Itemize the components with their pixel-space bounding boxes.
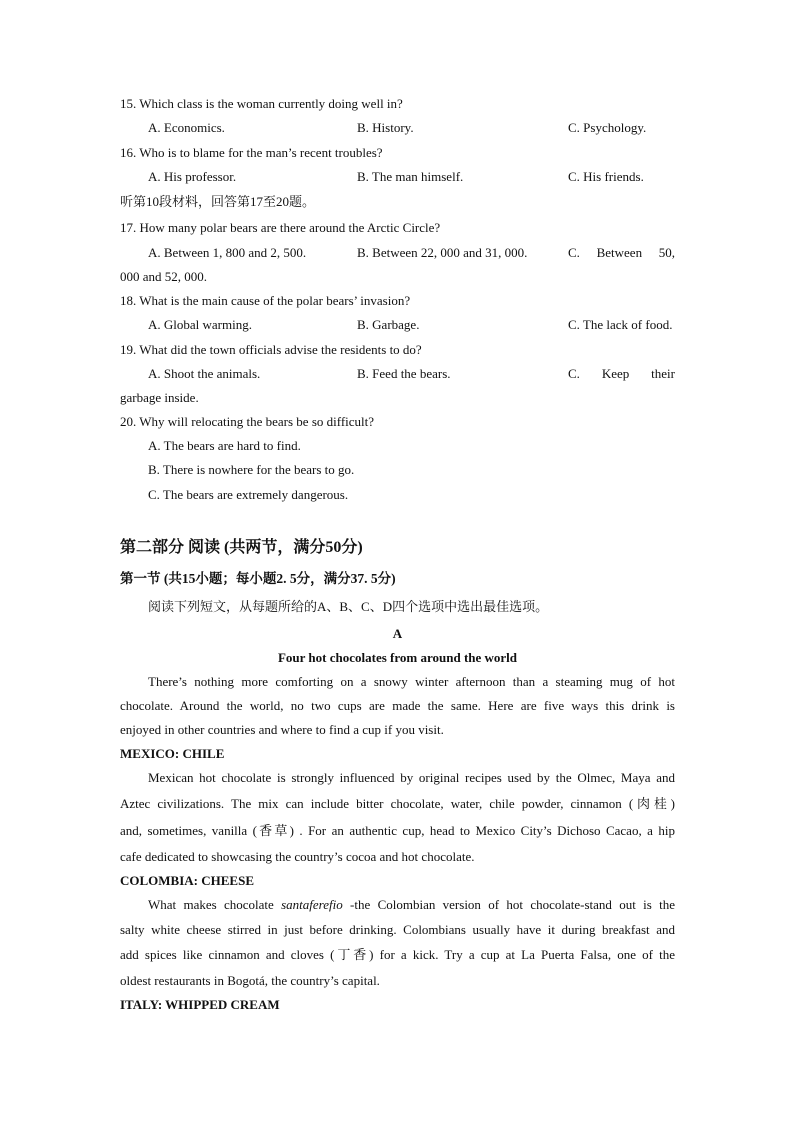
colombia-heading: COLOMBIA: CHEESE [120, 873, 254, 888]
q17-option-c-continued: 000 and 52, 000. [120, 269, 208, 284]
q20-option-a: A. The bears are hard to find. [148, 438, 301, 453]
q19-option-c: C. Keep their [568, 366, 675, 381]
colombia-line-end: -the Colombian version of hot chocolate-stand out is the [342, 897, 675, 912]
listening-instruction-10: 听第10段材料，回答第17至20题。 [120, 194, 316, 209]
mexico-line: and, sometimes, vanilla (香草) . For an authentic cup, head to Mexico City’s Dichoso Cacao, a hip [120, 823, 675, 838]
colombia-line: oldest restaurants in Bogotá, the country’s capital. [120, 973, 380, 988]
section-one-title: 第一节 (共15小题；每小题2. 5分，满分37. 5分) [120, 571, 396, 586]
colombia-line-start: What makes chocolate [148, 897, 282, 912]
passage-title: Four hot chocolates from around the world [277, 650, 518, 665]
q17-option-a: A. Between 1, 800 and 2, 500. [148, 245, 307, 260]
intro-line: There’s nothing more comforting on a snowy winter afternoon than a steaming mug of hot [148, 674, 675, 689]
colombia-line: add spices like cinnamon and cloves (丁香) for a kick. Try a cup at La Puerta Falsa, one of the [120, 947, 675, 962]
mexico-line: cafe dedicated to showcasing the country’s cocoa and hot chocolate. [120, 849, 475, 864]
q17-option-c: C. Between 50, [568, 245, 675, 260]
q20-option-b: B. There is nowhere for the bears to go. [148, 462, 355, 477]
q19-option-a: A. Shoot the animals. [148, 366, 261, 381]
q18-option-c: C. The lack of food. [568, 317, 673, 332]
mexico-line: Mexican hot chocolate is strongly influenced by original recipes used by the Olmec, Maya and [148, 770, 675, 785]
mexico-line: Aztec civilizations. The mix can include bitter chocolate, water, chile powder, cinnamon (肉桂) [120, 796, 675, 811]
reading-instruction: 阅读下列短文，从每题所给的A、B、C、D四个选项中选出最佳选项。 [148, 599, 549, 614]
question-18: 18. What is the main cause of the polar bears’ invasion? [120, 293, 411, 308]
q17-option-b: B. Between 22, 000 and 31, 000. [357, 245, 528, 260]
q19-option-c-continued: garbage inside. [120, 390, 199, 405]
question-19: 19. What did the town officials advise the residents to do? [120, 342, 422, 357]
q15-option-b: B. History. [357, 120, 414, 135]
santaferefio-term: santaferefio [281, 897, 343, 912]
q18-option-b: B. Garbage. [357, 317, 420, 332]
question-20: 20. Why will relocating the bears be so difficult? [120, 414, 375, 429]
colombia-line: salty white cheese stirred in just before drinking. Colombians usually have it during breakfast and [120, 922, 675, 937]
question-17: 17. How many polar bears are there around the Arctic Circle? [120, 220, 441, 235]
question-15: 15. Which class is the woman currently doing well in? [120, 96, 403, 111]
q16-option-a: A. His professor. [148, 169, 237, 184]
q19-option-b: B. Feed the bears. [357, 366, 451, 381]
q18-option-a: A. Global warming. [148, 317, 252, 332]
mexico-heading: MEXICO: CHILE [120, 746, 225, 761]
intro-line: chocolate. Around the world, no two cups are made the same. Here are five ways this drink is [120, 698, 675, 713]
question-16: 16. Who is to blame for the man’s recent troubles? [120, 145, 383, 160]
q20-option-c: C. The bears are extremely dangerous. [148, 487, 349, 502]
q16-option-b: B. The man himself. [357, 169, 464, 184]
italy-heading: ITALY: WHIPPED CREAM [120, 997, 280, 1012]
intro-line: enjoyed in other countries and where to find a cup if you visit. [120, 722, 444, 737]
colombia-line [148, 897, 675, 913]
q15-option-c: C. Psychology. [568, 120, 647, 135]
q15-option-a: A. Economics. [148, 120, 225, 135]
q16-option-c: C. His friends. [568, 169, 644, 184]
passage-label: A [392, 626, 403, 641]
part-two-title: 第二部分 阅读 (共两节，满分50分) [120, 539, 363, 556]
